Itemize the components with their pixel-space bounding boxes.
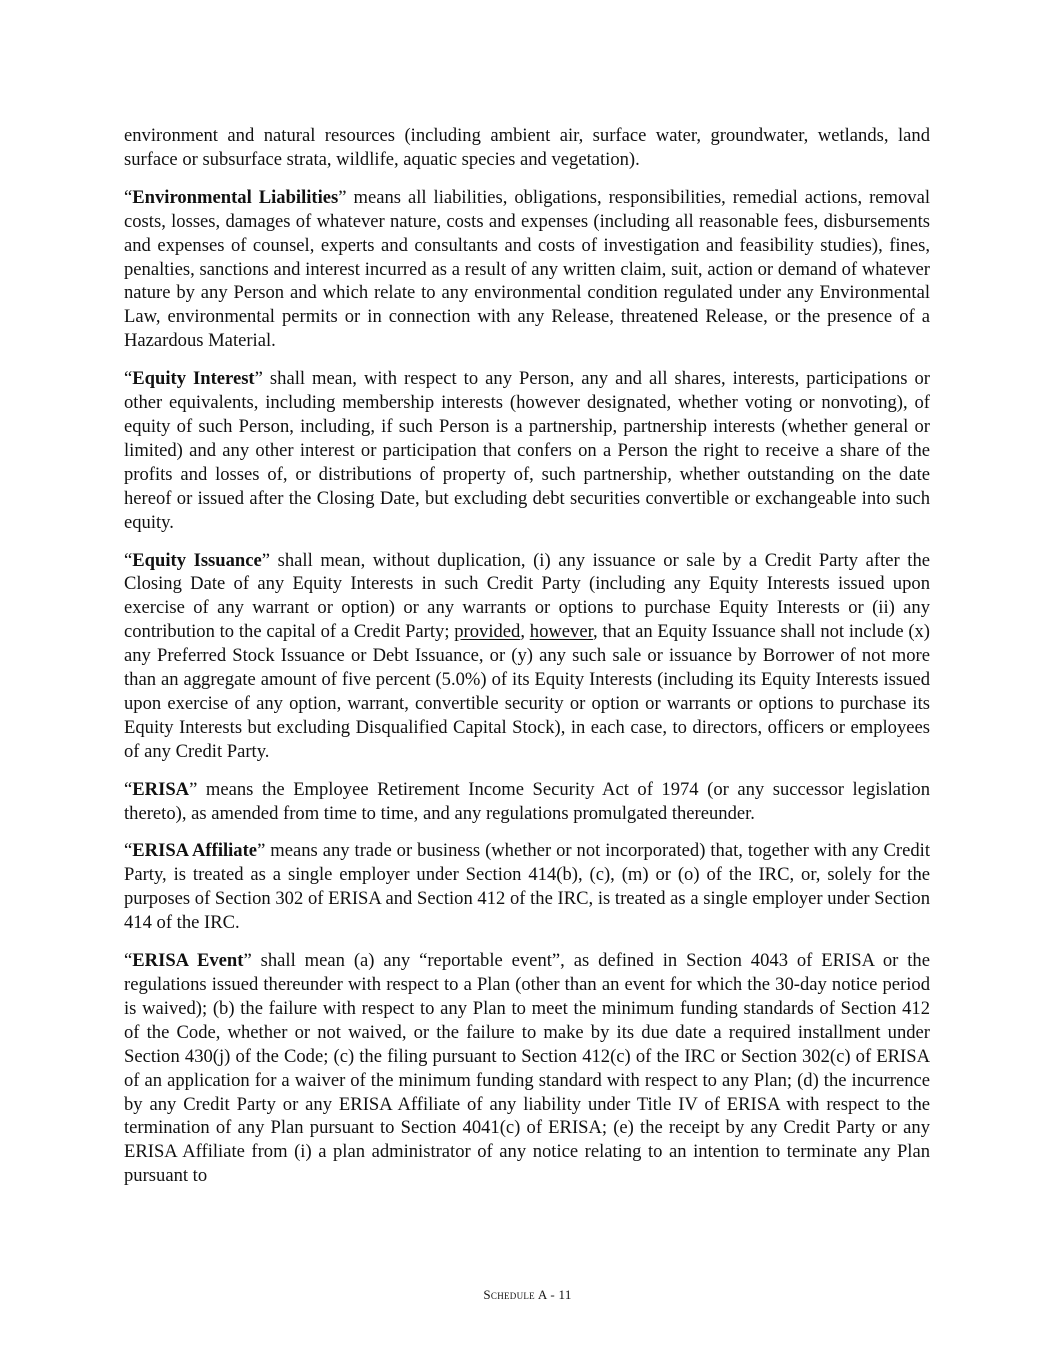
definition-text: shall mean, without duplication, (i) any issuance or sale by a Credit Party after the Closing Date of any Equity Interests in such Credit Party (including any Equity Interests issued upon exercise of any warrant or option) or any warrants or options to purchase Equity Interests or (ii) any contribution to the capital of a Credit Party; (124, 549, 930, 643)
defined-term: ERISA Affiliate (132, 840, 258, 862)
definition-text: means any trade or business (whether or not incorporated) that, together with any Credit Party, is treated as a single employer under Section 414(b), (c), (m) or (o) of the IRC, or, solely for the purposes of Section 302 of ERISA and Section 412 of the IRC, is treated as a single employer under Section 414 of the IRC. (124, 840, 930, 934)
definition-erisa-event: “ERISA Event” shall mean (a) any “reportable event”, as defined in Section 4043 of ERISA or the regulations issued thereunder with respect to a Plan (other than an event for which the 30-day notice period is waived); (b) the failure with respect to any Plan to meet the minimum funding standards of Section 412 of the Code, whether or not waived, or the failure to make by its due date a required installment under Section 430(j) of the Code; (c) the filing pursuant to Section 412(c) of the IRC or Section 302(c) of ERISA of an application for a waiver of the minimum funding standard with respect to any Plan; (d) the incurrence by any Credit Party or any ERISA Affiliate of any liability under Title IV of ERISA with respect to the termination of any Plan pursuant to Section 4041(c) of ERISA; (e) the receipt by any Credit Party or any ERISA Affiliate from (i) a plan administrator of any notice relating to an intention to terminate any Plan pursuant to (124, 950, 930, 1187)
definition-erisa-affiliate: “ERISA Affiliate” means any trade or business (whether or not incorporated) that, together with any Credit Party, is treated as a single employer under Section 414(b), (c), (m) or (o) of the IRC, or, solely for the purposes of Section 302 of ERISA and Section 412 of the IRC, is treated as a single employer under Section 414 of the IRC. (124, 840, 930, 934)
underlined-however: however (529, 621, 594, 643)
document-body (124, 124, 930, 1202)
paragraph-text: environment and natural resources (including ambient air, surface water, groundwater, wetlands, land surface or subsurface strata, wildlife, aquatic species and vegetation). (124, 125, 930, 170)
defined-term: ERISA Event (132, 950, 244, 972)
definition-equity-issuance: “Equity Issuance” shall mean, without duplication, (i) any issuance or sale by a Credit Party after the Closing Date of any Equity Interests in such Credit Party (including any Equity Interests issued upon exercise of any warrant or option) or any warrants or options to purchase Equity Interests or (ii) any contribution to the capital of a Credit Party; provided, however, that an Equity Issuance shall not include (x) any Preferred Stock Issuance or Debt Issuance, or (y) any such sale or issuance by Borrower of not more than an aggregate amount of five percent (5.0%) of its Equity Interests (including its Equity Interests issued upon exercise of any option, warrant, convertible security or option or warrants or options to purchase its Equity Interests but excluding Disqualified Capital Stock), in each case, to directors, officers or employees of any Credit Party. (124, 549, 930, 762)
paragraph-environment-continued (124, 124, 930, 172)
definition-text: shall mean (a) any “reportable event”, as defined in Section 4043 of ERISA or the regulations issued thereunder with respect to a Plan (other than an event for which the 30-day notice period is waived); (b) the failure with respect to any Plan to meet the minimum funding standards of Section 412 of the Code, whether or not waived, or the failure to make by its due date a required installment under Section 430(j) of the Code; (c) the filing pursuant to Section 412(c) of the IRC or Section 302(c) of ERISA of an application for a waiver of the minimum funding standard with respect to any Plan; (d) the incurrence by any Credit Party or any ERISA Affiliate of any liability under Title IV of ERISA with respect to the termination of any Plan pursuant to Section 4041(c) of ERISA; (e) the receipt by any Credit Party or any ERISA Affiliate from (i) a plan administrator of any notice relating to an intention to terminate any Plan pursuant to (124, 950, 930, 1187)
page-number-label: Schedule A - 11 (483, 1287, 572, 1302)
underlined-provided: provided (454, 621, 521, 643)
defined-term: Equity Issuance (132, 549, 262, 571)
defined-term: Equity Interest (132, 368, 255, 390)
definition-text: , that an Equity Issuance shall not include (x) any Preferred Stock Issuance or Debt Issuance, or (y) any such sale or issuance by Borrower of not more than an aggregate amount of five percent (5.0%) of its Equity Interests (including its Equity Interests issued upon exercise of any option, warrant, convertible security or option or warrants or options to purchase its Equity Interests but excluding Disqualified Capital Stock), in each case, to directors, officers or employees of any Credit Party. (124, 621, 930, 762)
definition-text: means all liabilities, obligations, responsibilities, remedial actions, removal costs, losses, damages of whatever nature, costs and expenses (including all reasonable fees, disbursements and expenses of counsel, experts and consultants and costs of investigation and feasibility studies), fines, penalties, sanctions and interest incurred as a result of any written claim, suit, action or demand of whatever nature by any Person and which relate to any environmental condition regulated under any Environmental Law, environmental permits or in connection with any Release, threatened Release, or the presence of a Hazardous Material. (124, 186, 930, 352)
defined-term: Environmental Liabilities (132, 186, 339, 208)
page-footer (0, 1287, 1055, 1303)
definition-text: means the Employee Retirement Income Security Act of 1974 (or any successor legislation thereto), as amended from time to time, and any regulations promulgated thereunder. (124, 778, 930, 824)
definition-text: shall mean, with respect to any Person, any and all shares, interests, participations or other equivalents, including membership interests (however designated, whether voting or nonvoting), of equity of such Person, including, if such Person is a partnership, partnership interests (whether general or limited) and any other interest or participation that confers on a Person the right to receive a share of the profits and losses of, or distributions of property of, such partnership, whether outstanding on the date hereof or issued after the Closing Date, but excluding debt securities convertible or exchangeable into such equity. (124, 368, 930, 533)
definition-text: , (520, 621, 530, 643)
definition-environmental-liabilities: “Environmental Liabilities” means all liabilities, obligations, responsibilities, remedial actions, removal costs, losses, damages of whatever nature, costs and expenses (including all reasonable fees, disbursements and expenses of counsel, experts and consultants and costs of investigation and feasibility studies), fines, penalties, sanctions and interest incurred as a result of any written claim, suit, action or demand of whatever nature by any Person and which relate to any environmental condition regulated under any Environmental Law, environmental permits or in connection with any Release, threatened Release, or the presence of a Hazardous Material. (124, 186, 930, 352)
definition-erisa: “ERISA” means the Employee Retirement Income Security Act of 1974 (or any successor legislation thereto), as amended from time to time, and any regulations promulgated thereunder. (124, 778, 930, 824)
definition-equity-interest: “Equity Interest” shall mean, with respect to any Person, any and all shares, interests, participations or other equivalents, including membership interests (however designated, whether voting or nonvoting), of equity of such Person, including, if such Person is a partnership, partnership interests (whether general or limited) and any other interest or participation that confers on a Person the right to receive a share of the profits and losses of, or distributions of property of, such partnership, whether outstanding on the date hereof or issued after the Closing Date, but excluding debt securities convertible or exchangeable into such equity. (124, 368, 930, 533)
defined-term: ERISA (132, 778, 190, 800)
